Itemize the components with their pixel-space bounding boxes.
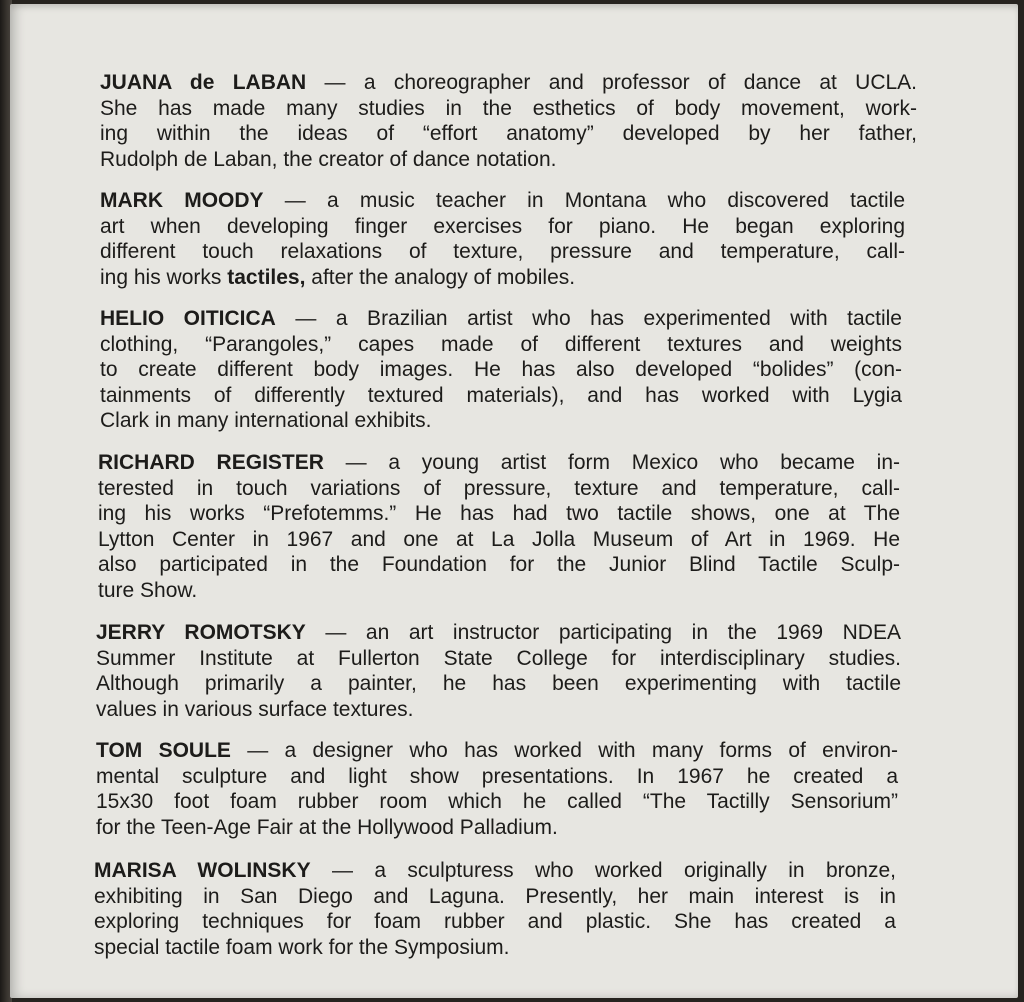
- bio-line: ing his works “Prefotemms.” He has had two tactile shows, one at The: [98, 502, 900, 525]
- bio-line: — a sculpturess who worked originally in bronze,: [310, 859, 896, 882]
- bio-mark-moody: [100, 188, 905, 290]
- bio-line: — a designer who has worked with many forms of environ-: [230, 739, 899, 762]
- bio-line: terested in touch variations of pressure, texture and temperature, call-: [98, 476, 900, 500]
- bio-line: values in various surface textures.: [96, 697, 414, 721]
- bio-line: exploring techniques for foam rubber and plastic. She has created a: [94, 910, 896, 933]
- bio-line: ing his works: [100, 265, 228, 289]
- bio-line: — a young artist form Mexico who became in-: [323, 451, 900, 474]
- bio-name: JERRY ROMOTSKY: [96, 621, 306, 644]
- bio-jerry-romotsky: [96, 620, 901, 722]
- bio-line: tainments of differently textured materials), and has worked with Lygia: [100, 383, 902, 407]
- bio-line: ing within the ideas of “effort anatomy” developed by her father,: [100, 122, 917, 145]
- bio-tom-soule: [96, 738, 898, 840]
- emphasis-text: tactiles,: [227, 265, 306, 289]
- bio-name: JUANA de LABAN: [100, 71, 307, 94]
- bio-line: exhibiting in San Diego and Laguna. Presently, her main interest is in: [94, 884, 896, 908]
- bio-line: different touch relaxations of texture, pressure and temperature, call-: [100, 240, 905, 263]
- bio-line: — an art instructor participating in the 1969 NDEA: [305, 621, 901, 644]
- bio-line: to create different body images. He has also developed “bolides” (con-: [100, 358, 902, 381]
- bio-name: MARK MOODY: [100, 189, 264, 212]
- bio-richard-register: [98, 450, 900, 603]
- bio-line: Lytton Center in 1967 and one at La Jolla Museum of Art in 1969. He: [98, 527, 900, 551]
- bio-line: mental sculpture and light show presentations. In 1967 he created a: [96, 764, 898, 788]
- bio-name: TOM SOULE: [96, 739, 231, 762]
- bio-line: Although primarily a painter, he has been experimenting with tactile: [96, 672, 901, 695]
- bio-name: HELIO OITICICA: [100, 307, 276, 330]
- document-page: [10, 4, 1018, 998]
- bio-name: RICHARD REGISTER: [98, 451, 324, 474]
- bio-line-tail: after the analogy of mobiles.: [305, 265, 576, 289]
- bio-line: Rudolph de Laban, the creator of dance notation.: [100, 147, 557, 171]
- bio-line: — a music teacher in Montana who discovered tactile: [263, 189, 905, 212]
- bio-line: for the Teen-Age Fair at the Hollywood Palladium.: [96, 815, 558, 839]
- bio-juana-de-laban: [100, 70, 917, 172]
- bio-line: 15x30 foot foam rubber room which he called “The Tactilly Sensorium”: [96, 790, 898, 813]
- bio-line: — a choreographer and professor of dance at UCLA.: [306, 71, 918, 94]
- bio-marisa-wolinsky: [94, 858, 896, 960]
- bio-helio-oiticica: [100, 306, 902, 434]
- bio-line: also participated in the Foundation for the Junior Blind Tactile Sculp-: [98, 553, 900, 576]
- bio-name: MARISA WOLINSKY: [94, 859, 311, 882]
- bio-line: She has made many studies in the esthetics of body movement, work-: [100, 96, 917, 120]
- bio-line: art when developing finger exercises for piano. He began exploring: [100, 214, 905, 238]
- bio-line: — a Brazilian artist who has experimented with tactile: [275, 307, 902, 330]
- bio-line: clothing, “Parangoles,” capes made of different textures and weights: [100, 332, 902, 356]
- bio-line: Summer Institute at Fullerton State College for interdisciplinary studies.: [96, 646, 901, 670]
- bio-line: Clark in many international exhibits.: [100, 409, 432, 432]
- bio-line: special tactile foam work for the Symposium.: [94, 935, 510, 959]
- bio-line: ture Show.: [98, 578, 198, 602]
